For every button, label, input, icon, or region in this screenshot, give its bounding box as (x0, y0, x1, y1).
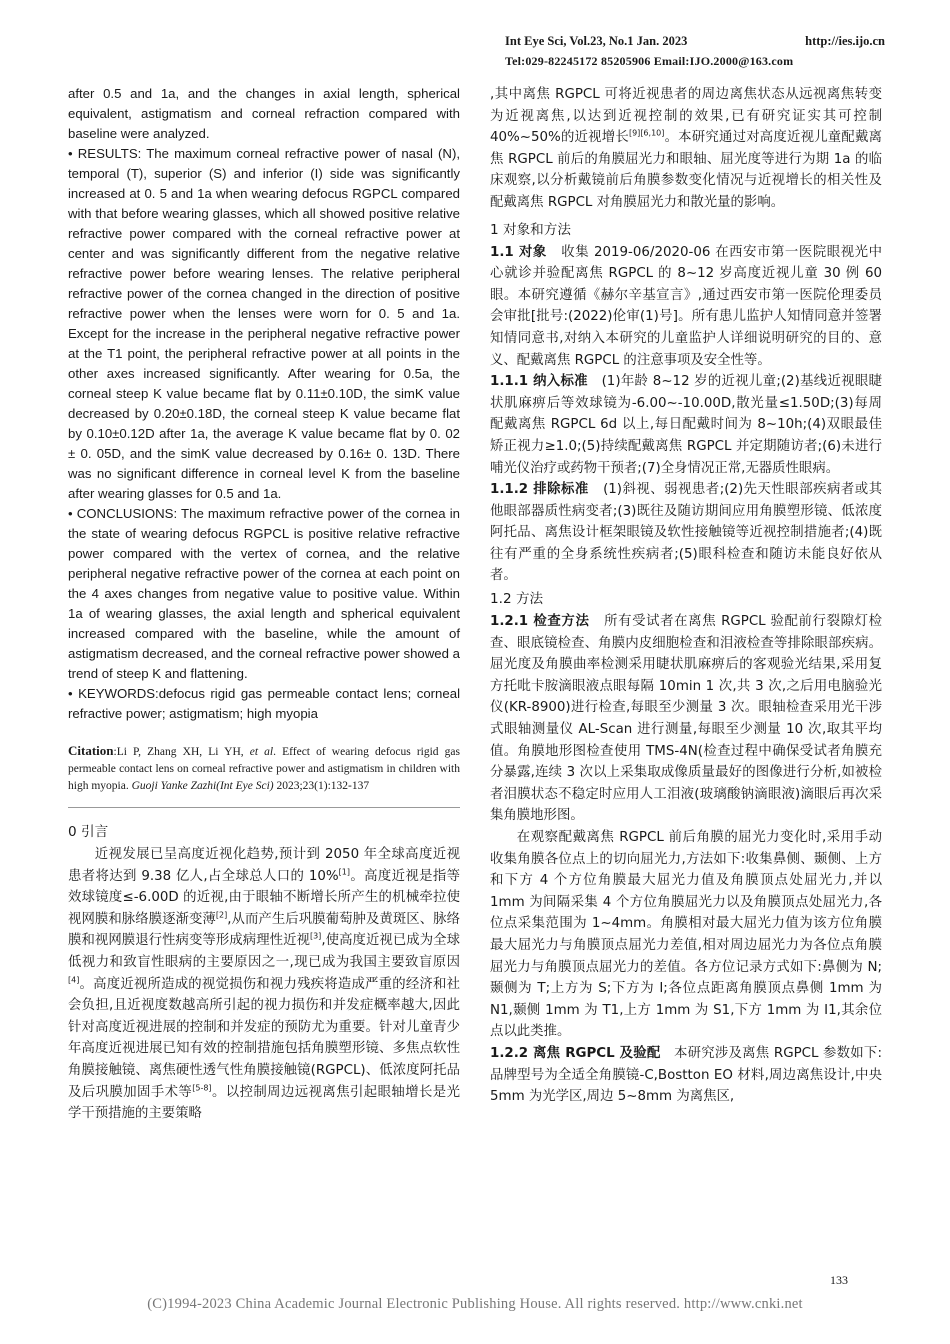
keywords-text: defocus rigid gas permeable contact lens; corneal refractive power; astigmatism; high myopia (68, 686, 460, 721)
intro-text-8: 。本研究通过对高度近视儿童配戴离焦 RGPCL 前后的角膜屈光力和眼轴、屈光度等进行为期 1a 的临床观察,以分析戴镜前后角膜参数变化情况与近视增长的相关性及配戴离焦 RGPCL 对角膜屈光力和散光量的影响。 (490, 130, 882, 210)
methods-heading: 1 对象和方法 (490, 221, 571, 238)
ref-9[interactable]: [9] (628, 128, 641, 138)
keywords-label: • KEYWORDS: (68, 686, 159, 701)
abstract-methods-tail: after 0.5 and 1a, and the changes in axial length, spherical equivalent, astigmatism and corneal refraction compared with baseline were analyzed. (68, 86, 460, 141)
ref-3[interactable]: [3] (309, 931, 322, 941)
left-column (68, 84, 460, 1125)
section-1-2-1 (490, 611, 882, 827)
section-1-1-label: 1.1 对象 (490, 244, 547, 260)
section-1-1-2 (490, 479, 882, 587)
citation-label: Citation (68, 743, 114, 758)
section-1-2-1-text: 所有受试者在离焦 RGPCL 验配前行裂隙灯检查、眼底镜检查、角膜内皮细胞检查和泪液检查等排除眼部疾病。屈光度及角膜曲率检测采用睫状肌麻痹后的客观验光结果,采用复方托吡卡胺滴眼液点眼每隔 10min 1 次,共 3 次,之后用电脑验光仪(KR-8900)进行检查,每眼至少测量 3 次。眼轴检查采用光干涉式眼轴测量仪 AL-Scan 进行测量,每眼至少测量 10 次,取其平均值。角膜地形图检查使用 TMS-4N(检查过程中确保受试者角膜充分暴露,连续 3 次以上采集取成像质量最好的图像进行分析,如被检者泪膜状态不稳定时应用人工泪液(玻璃酸钠滴眼液)滴眼后再次采集角膜地形图。 (490, 614, 882, 824)
abstract-keywords (68, 684, 460, 724)
citation-block (68, 742, 460, 795)
section-1-2-2 (490, 1043, 882, 1108)
section-1-2-2-label: 1.2.2 离焦 RGPCL 及验配 (490, 1045, 661, 1061)
ref-2[interactable]: [2] (215, 910, 228, 920)
intro-text-6: 。以控制周边远视离焦引起眼轴增长是光学干预措施的主要策略 (68, 1084, 461, 1122)
citation-authors: :Li P, Zhang XH, Li YH, (113, 746, 250, 758)
section-1-1-text: 收集 2019-06/2020-06 在西安市第一医院眼视光中心就诊并验配离焦 RGPCL 的 8~12 岁高度近视儿童 30 例 60 眼。本研究遵循《赫尔辛基宣言》,通过西安市第一医院伦理委员会审批[批号:(2022)伦审(1)号]。所有患儿监护人知情同意并签署知情同意书,对纳入本研究的儿童监护人详细说明研究的目的、意义、配戴离焦 RGPCL 的注意事项及安全性等。 (490, 244, 882, 368)
section-1-1-1-text: (1)年龄 8~12 岁的近视儿童;(2)基线近视眼睫状肌麻痹后等效球镜为-6.00~-10.00D,散光量≤1.50D;(3)每周配戴离焦 RGPCL 6d 以上,每日配戴时间为 8~10h;(4)双眼最佳矫正视力≥1.0;(5)持续配戴离焦 RGPCL 并定期随访者;(6)未进行哺光仪治疗或药物干预者;(7)全身情况正常,无器质性眼病。 (490, 374, 882, 476)
citation-divider (68, 807, 460, 808)
results-label: • RESULTS: (68, 146, 142, 161)
conclusions-text: The maximum refractive power of the cornea in the state of wearing defocus RGPCL is positive relative refractive power compared with the vertex of cornea, and the relative peripheral negative refractive power of the cornea at each point on the 4 axes changes from negative value to positive value. Within 1a of wearing glasses, the axial length and spherical equivalent increased compared with the baseline, while the amount of astigmatism decreased, and the corneal refractive power showed a trend of steep K and flattening. (68, 506, 461, 681)
intro-body (68, 844, 460, 1125)
right-column (490, 84, 882, 1108)
citation-etal: et al (249, 746, 274, 758)
intro-text-4: ,使高度近视已成为全球低视力和致盲性眼病的主要原因之一,现已成为我国主要致盲原因 (68, 933, 460, 970)
section-1-1-2-label: 1.1.2 排除标准 (490, 482, 589, 498)
section-1-1-2-text: (1)斜视、弱视患者;(2)先天性眼部疾病者或其他眼部器质性病变者;(3)既往及随访期间应用角膜塑形镜、低浓度阿托品、离焦设计框架眼镜及软性接触镜等近视控制措施者;(4)既往有严重的全身系统性疾病者;(5)眼科检查和随访未能良好依从者。 (490, 482, 882, 584)
section-1-2-heading: 1.2 方法 (490, 591, 544, 608)
section-1-2-1-paragraph-2: 在观察配戴离焦 RGPCL 前后角膜的屈光力变化时,采用手动收集角膜各位点上的切向屈光力,方法如下:收集鼻侧、颞侧、上方和下方 4 个方位角膜最大屈光力值及角膜顶点处屈光力,并以 1mm 为间隔采集 4 个方位角膜屈光力以及角膜顶点处屈光力,各位点采集范围为 1~4mm。角膜相对最大屈光力值为该方位角膜最大屈光力与角膜顶点屈光力差值,相对周边屈光力为各位点角膜屈光力与角膜顶点屈光力的差值。各方位记录方式如下:鼻侧为 N;颞侧为 T;上方为 S;下方为 I;各位点距离角膜顶点鼻侧 1mm 为 N1,颞侧 1mm 为 T1,上方 1mm 为 S1,下方 1mm 为 I1,其余位点以此类推。 (490, 830, 882, 1040)
intro-text-2: 。高度近视是指等效球镜度≤-6.00D 的近视,由于眼轴不断增长所产生的机械牵拉使视网膜和脉络膜逐渐变薄 (68, 868, 461, 927)
intro-text-1: 近视发展已呈高度近视化趋势,预计到 2050 年全球高度近视患者将达到 9.38 亿人,占全球总人口的 10% (68, 847, 460, 884)
citation-journal: Guoji Yanke Zazhi(Int Eye Sci) (131, 780, 274, 792)
contact-line: Tel:029-82245172 85205906 Email:IJO.2000@163.com (505, 54, 794, 68)
methods-body (490, 242, 882, 588)
abstract-results (68, 144, 460, 504)
section-1-1 (490, 242, 882, 372)
intro-heading: 0 引言 (68, 824, 109, 840)
intro-continued-paragraph (490, 84, 882, 214)
ref-5-8[interactable]: [5-8] (192, 1083, 212, 1093)
abstract-conclusions (68, 504, 460, 684)
intro-text-5: 。高度近视所造成的视觉损伤和视力残疾将造成严重的经济和社会负担,且近视度数越高所引起的视力损伤和并发症概率越大,因此针对高度近视进展的控制和并发症的预防尤为重要。针对儿童青少年高度近视进展已知有效的控制措施包括角膜塑形镜、多焦点软性角膜接触镜、离焦硬性透气性角膜接触镜(RGPCL)、低浓度阿托品及后巩膜加固手术等 (68, 976, 460, 1100)
intro-continued (490, 84, 882, 214)
copyright-footer: (C)1994-2023 China Academic Journal Electronic Publishing House. All rights reserved. http://www.cnki.net (147, 1296, 803, 1312)
section-1-1-1 (490, 371, 882, 479)
intro-text-7: ,其中离焦 RGPCL 可将近视患者的周边离焦状态从远视离焦转变为近视离焦,以达到近视控制的效果,已有研究证实其可控制 40%~50%的近视增长 (490, 87, 882, 146)
methods-body-2 (490, 611, 882, 1108)
citation-title: . Effect of wearing defocus rigid gas permeable contact lens on corneal refractive power and astigmatism in children with high myopia. (68, 746, 461, 792)
ref-4[interactable]: [4] (68, 975, 80, 985)
results-text: The maximum corneal refractive power of nasal (N), temporal (T), superior (S) and inferior (I) side was significantly increased at 0. 5 and 1a when wearing defocus RGPCL compared with that before wearing glasses, which all showed positive relative refractive power compared with the corneal refractive power at center and was significantly different from the negative relative refractive power before wearing lenses. The relative peripheral refractive power of the cornea changed in the direction of positive refractive power when the lenses were worn for 0. 5 and 1a. Except for the increase in the peripheral negative refractive power at the T1 point, the peripheral refractive power at all points in the other axes increased significantly. After wearing for 0.5a, the corneal steep K value became flat by 0.11±0.10D, the simK value decreased by 0.20±0.18D, the corneal steep K value became flat by 0.10±0.12D after 1a, the average K value became flat by 0. 02 ± 0. 05D, and the simK value decreased by 0.16± 0. 13D. There was no significant difference in corneal level K from the baseline after wearing glasses for 0.5 and 1a. (68, 146, 460, 501)
section-1-2-2-text: 本研究涉及离焦 RGPCL 参数如下:品牌型号为全适全角膜镜-C,Bostton EO 材料,周边离焦设计,中央 5mm 为光学区,周边 5~8mm 为离焦区, (490, 1045, 882, 1105)
section-1-2-1-label: 1.2.1 检查方法 (490, 614, 590, 630)
section-1-1-1-label: 1.1.1 纳入标准 (490, 374, 588, 390)
journal-url[interactable]: http://ies.ijo.cn (805, 34, 885, 48)
english-abstract (68, 84, 460, 724)
ref-6-10: [6,10] (640, 128, 665, 138)
page-number: 133 (830, 1273, 848, 1287)
intro-paragraph (68, 844, 460, 1125)
citation-issue: 2023;23(1):132-137 (273, 780, 370, 792)
conclusions-label: • CONCLUSIONS: (68, 506, 178, 521)
journal-line (505, 34, 885, 49)
journal-info: Int Eye Sci, Vol.23, No.1 Jan. 2023 (505, 34, 688, 48)
page-header (0, 0, 950, 80)
ref-1[interactable]: [1] (338, 867, 350, 877)
intro-text-3: ,从而产生后巩膜葡萄肿及黄斑区、脉络膜和视网膜退行性病变等形成病理性近视 (68, 911, 460, 949)
